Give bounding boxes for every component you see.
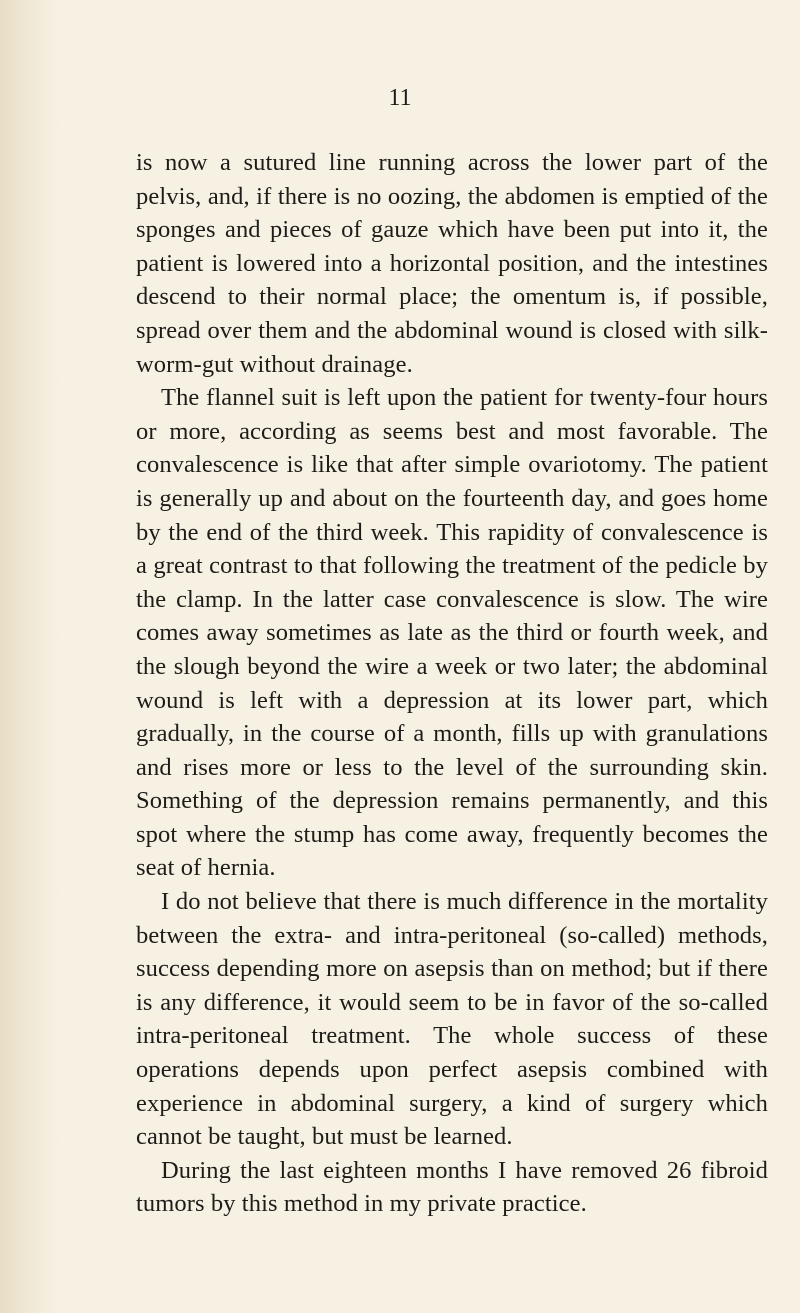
paragraph-3: I do not believe that there is much difference in the mortality between the extra- and intra-peritoneal (so-called) methods, success depending more on asepsis than on method; but if there is any difference, it would seem to be in favor of the so-called intra-peritoneal treatment. The whole success of these operations depends upon perfect asepsis combined with experience in abdominal surgery, a kind of surgery which cannot be taught, but must be learned. — [136, 888, 768, 1151]
page-number: 11 — [388, 85, 412, 111]
page-edge-shading — [0, 0, 60, 1313]
paragraph-1: is now a sutured line running across the lower part of the pelvis, and, if there is no oozing, the abdomen is emptied of the sponges and pieces of gauze which have been put into it, the patient is lowered into a horizontal position, and the intestines descend to their normal place; the omentum is, if possible, spread over them and the abdominal wound is closed with silk-worm-gut without drainage. — [136, 149, 768, 378]
body-text — [136, 146, 768, 1221]
paragraph-4: During the last eighteen months I have removed 26 fibroid tumors by this method in my private practice. — [136, 1156, 768, 1218]
paragraph-2: The flannel suit is left upon the patient for twenty-four hours or more, according as seems best and most favorable. The convalescence is like that after simple ovariotomy. The patient is generally up and about on the fourteenth day, and goes home by the end of the third week. This rapidity of convalescence is a great contrast to that following the treatment of the pedicle by the clamp. In the latter case convalescence is slow. The wire comes away sometimes as late as the third or fourth week, and the slough beyond the wire a week or two later; the abdominal wound is left with a depression at its lower part, which gradually, in the course of a month, fills up with granulations and rises more or less to the level of the surrounding skin. Something of the depression remains permanently, and this spot where the stump has come away, frequently becomes the seat of hernia. — [136, 384, 768, 882]
